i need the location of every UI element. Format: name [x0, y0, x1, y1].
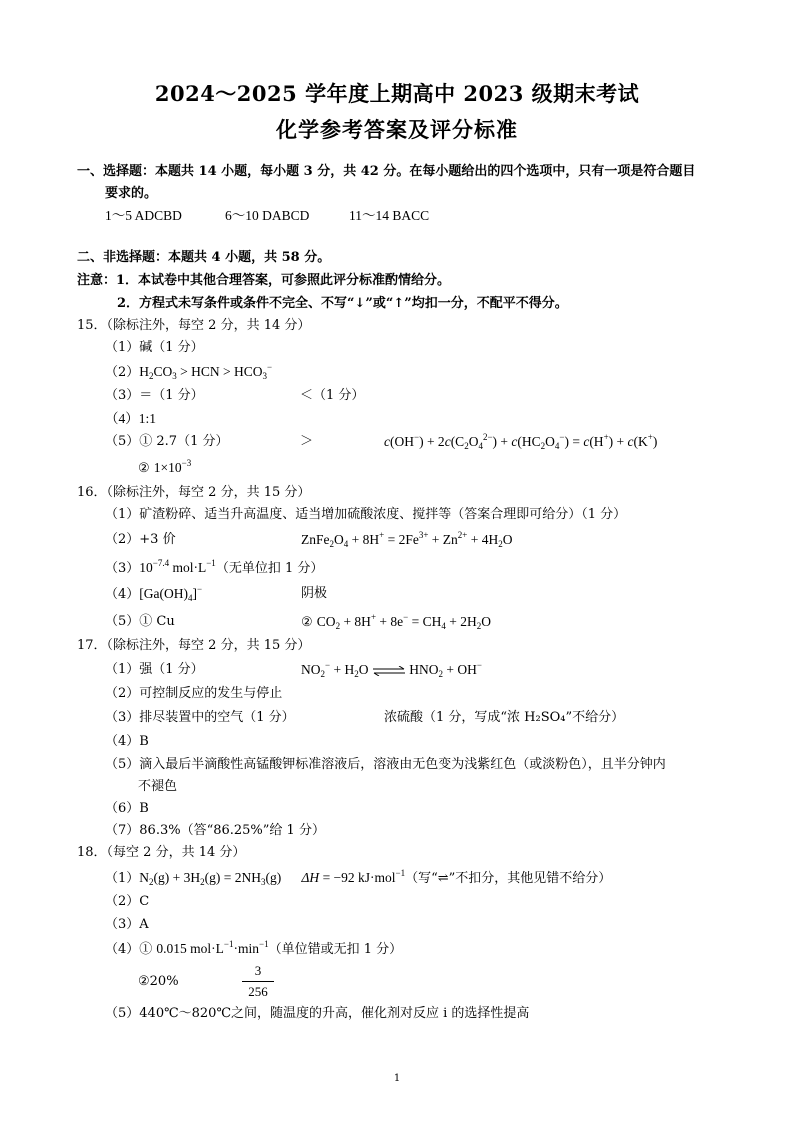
choice-answers-1: 1～5 ADCBD — [105, 208, 182, 223]
q17-answer-6: （6）B — [105, 801, 149, 816]
q16-answer-4: $(4)[Ga(OH)_4]^-$ — [105, 584, 203, 603]
page-number: 1 — [393, 1073, 401, 1084]
q17-answer-5: （5）滴入最后半滴酸性高锰酸钾标准溶液后，溶液由无色变为浅紫红色（或淡粉色），且半分钟内 — [105, 757, 666, 772]
q17-answer-4: （4）B — [105, 734, 149, 749]
q18-answer-4a: （4）① 0.015 $mol\cdot L^{-1}\cdot\min^{-1}$（单位错或无扣 1 分） — [105, 939, 403, 957]
q16-heading: 16．（除标注外，每空 2 分，共 15 分） — [77, 485, 311, 500]
note-1: 注意：1．本试卷中其他合理答案，可参照此评分标准酌情给分。 — [77, 273, 451, 288]
q17-hydrolysis-equation: $NO_2^- + H_2O$ $HNO_2 + OH^-$ — [301, 660, 482, 679]
q16-cathode-equation: ② $CO_2 + 8H^+ + 8e^- = CH_4 + 2H_2O$ — [301, 612, 491, 631]
q15-answer-5b: ＞ — [300, 434, 314, 449]
q17-answer-2: （2）可控制反应的发生与停止 — [105, 686, 283, 701]
q17-heading: 17．（除标注外，每空 2 分，共 15 分） — [77, 638, 311, 653]
q18-answer-3: （3）A — [105, 917, 149, 932]
section1-heading: 一、选择题：本题共 14 小题，每小题 3 分，共 42 分。在每小题给出的四个选项中，只有一项是符合题目 — [77, 164, 696, 179]
note-2: 2．方程式未写条件或条件不完全、不写“↓”或“↑”均扣一分，不配平不得分。 — [117, 296, 568, 311]
q18-answer-4b: ②20% — [138, 974, 179, 989]
page-title: 2024～2025 学年度上期高中 2023 级期末考试 — [154, 81, 640, 106]
q18-heading: 18．（每空 2 分，共 14 分） — [77, 845, 246, 860]
q17-answer-5-cont: 不褪色 — [138, 779, 178, 794]
q15-answer-3b: ＜（1 分） — [300, 388, 365, 403]
q16-answer-5a: （5）① Cu — [105, 614, 175, 629]
q16-answer-1: （1）矿渣粉碎、适当升高温度、适当增加硫酸浓度、搅拌等（答案合理即可给分）（1 分） — [105, 507, 627, 522]
q15-answer-3a: （3）＝（1 分） — [105, 388, 204, 403]
q18-answer-5: （5）440℃～820℃之间，随温度的升高，催化剂对反应 i 的选择性提高 — [105, 1006, 530, 1021]
q18-answer-1: $(1)N_2(g) + 3H_2(g) = 2NH_3(g)$ ΔH = −92 kJ·mol$^{-1}$（写“⇌”不扣分，其他见错不给分） — [105, 868, 612, 887]
q16-answer-3: $(3)10^{-7.4}$ $mol\cdot L^{-1}$（无单位扣 1 分） — [105, 558, 324, 576]
q18-equilibrium-constant-fraction — [242, 963, 274, 1000]
choice-answers-2: 6～10 DABCD — [225, 208, 310, 223]
q15-answer-2: $(2)H_2CO_3$ > HCN > $HCO_3^-$ — [105, 362, 273, 381]
fraction-denominator: 256 — [248, 984, 268, 999]
q18-answer-2: （2）C — [105, 894, 150, 909]
q17-answer-1: （1）强（1 分） — [105, 662, 204, 677]
q15-answer-1: （1）碱（1 分） — [105, 340, 204, 355]
reversible-arrow-icon — [372, 666, 406, 676]
choice-answers-3: 11～14 BACC — [349, 208, 430, 223]
q16-answer-2: （2）+3 价 — [105, 532, 176, 547]
q15-heading: 15．（除标注外，每空 2 分，共 14 分） — [77, 318, 311, 333]
q17-answer-7: （7）86.3%（答“86.25%”给 1 分） — [105, 823, 325, 838]
q15-charge-balance-equation: $c(OH^-) + 2c(C_2O_4^{2-}) + c(HC_2O_4^-) = c(H^+) + c(K^+)$ — [384, 432, 658, 451]
section1-heading-cont: 要求的。 — [105, 186, 158, 201]
page-subtitle: 化学参考答案及评分标准 — [276, 117, 518, 142]
fraction-numerator: 3 — [242, 963, 274, 982]
q17-answer-3b: 浓硫酸（1 分，写成“浓 H₂SO₄”不给分） — [384, 710, 625, 725]
q17-answer-3a: （3）排尽装置中的空气（1 分） — [105, 710, 295, 725]
q16-answer-4b: 阴极 — [301, 586, 328, 601]
q15-answer-4: （4）1:1 — [105, 411, 157, 426]
q16-dissolution-equation: $ZnFe_2O_4 + 8H^+ = 2Fe^{3+} + Zn^{2+} + 4H_2O$ — [301, 530, 513, 549]
section2-heading: 二、非选择题：本题共 4 小题，共 58 分。 — [77, 250, 331, 265]
q15-answer-5a: （5）① 2.7（1 分） — [105, 434, 229, 449]
q15-answer-5d: ② $1\times 10^{-3}$ — [138, 458, 192, 476]
